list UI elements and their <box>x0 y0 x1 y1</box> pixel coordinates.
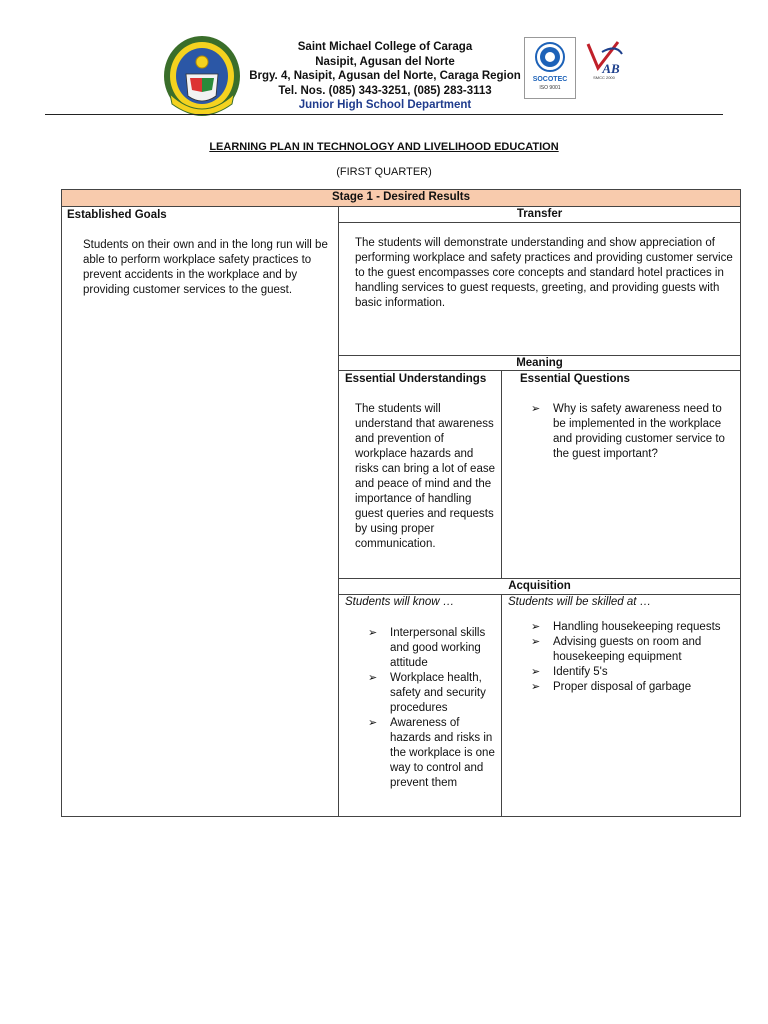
socotec-cert-logo <box>524 37 576 99</box>
school-address: Brgy. 4, Nasipit, Agusan del Norte, Caraga Region <box>249 70 521 82</box>
accreditation-logo <box>582 40 626 95</box>
quarter-label: (FIRST QUARTER) <box>336 166 432 178</box>
goals-text: Students on their own and in the long run will be able to perform workplace safety practices to prevent accidents in the workplace and by providing customer services to the guest. <box>83 239 328 296</box>
header-divider <box>45 114 723 115</box>
stage-heading: Stage 1 - Desired Results <box>62 190 741 207</box>
learning-plan-table <box>61 189 741 817</box>
school-name: Saint Michael College of Caraga <box>297 41 473 53</box>
transfer-heading: Transfer <box>339 207 741 223</box>
know-item: ➢ Interpersonal skills and good working attitude <box>368 626 497 671</box>
accreditation-sub: SMCC 2000 <box>593 75 615 80</box>
eq-item: ➢ Why is safety awareness need to be implemented in the workplace and providing customer service to the guest important? <box>531 402 730 462</box>
skilled-heading: Students will be skilled at … <box>508 596 652 608</box>
established-goals-cell <box>62 207 339 817</box>
know-item: ➢ Awareness of hazards and risks in the workplace is one way to control and prevent them <box>368 716 497 791</box>
goals-heading: Established Goals <box>67 209 167 221</box>
eq-heading: Essential Questions <box>520 373 630 385</box>
document-title: LEARNING PLAN IN TECHNOLOGY AND LIVELIHOOD EDUCATION <box>209 141 559 153</box>
meaning-heading: Meaning <box>339 356 741 371</box>
know-item: ➢ Workplace health, safety and security procedures <box>368 671 497 716</box>
acquisition-heading: Acquisition <box>339 579 741 595</box>
essential-questions-cell <box>502 371 741 579</box>
students-skilled-cell <box>502 595 741 817</box>
socotec-label: SOCOTEC <box>532 76 568 83</box>
essential-understandings-cell <box>339 371 502 579</box>
eu-text: The students will understand that awareness and prevention of workplace hazards and risks can bring a lot of ease and peace of mind and the importance of handling guest queries and requests by using proper communication. <box>355 403 495 550</box>
skilled-item: ➢ Handling housekeeping requests <box>531 620 726 635</box>
know-heading: Students will know … <box>345 596 455 608</box>
skilled-item: ➢ Proper disposal of garbage <box>531 680 726 695</box>
transfer-cell <box>339 223 741 356</box>
accreditation-label: AB <box>602 61 620 76</box>
students-know-cell <box>339 595 502 817</box>
eu-heading: Essential Understandings <box>345 373 487 385</box>
department-name: Junior High School Department <box>298 99 472 111</box>
school-town: Nasipit, Agusan del Norte <box>315 55 455 68</box>
skilled-item: ➢ Identify 5's <box>531 665 726 680</box>
iso-label: ISO 9001 <box>539 85 561 91</box>
transfer-text: The students will demonstrate understanding and show appreciation of performing workplace and safety practices and providing customer service to the guest encompasses core concepts and standard hotel practices in handling services to guest requests, greeting, and providing guests with basic information. <box>355 237 733 309</box>
skilled-item: ➢ Advising guests on room and housekeeping equipment <box>531 635 726 665</box>
school-phone: Tel. Nos. (085) 343-3251, (085) 283-3113 <box>278 84 492 97</box>
